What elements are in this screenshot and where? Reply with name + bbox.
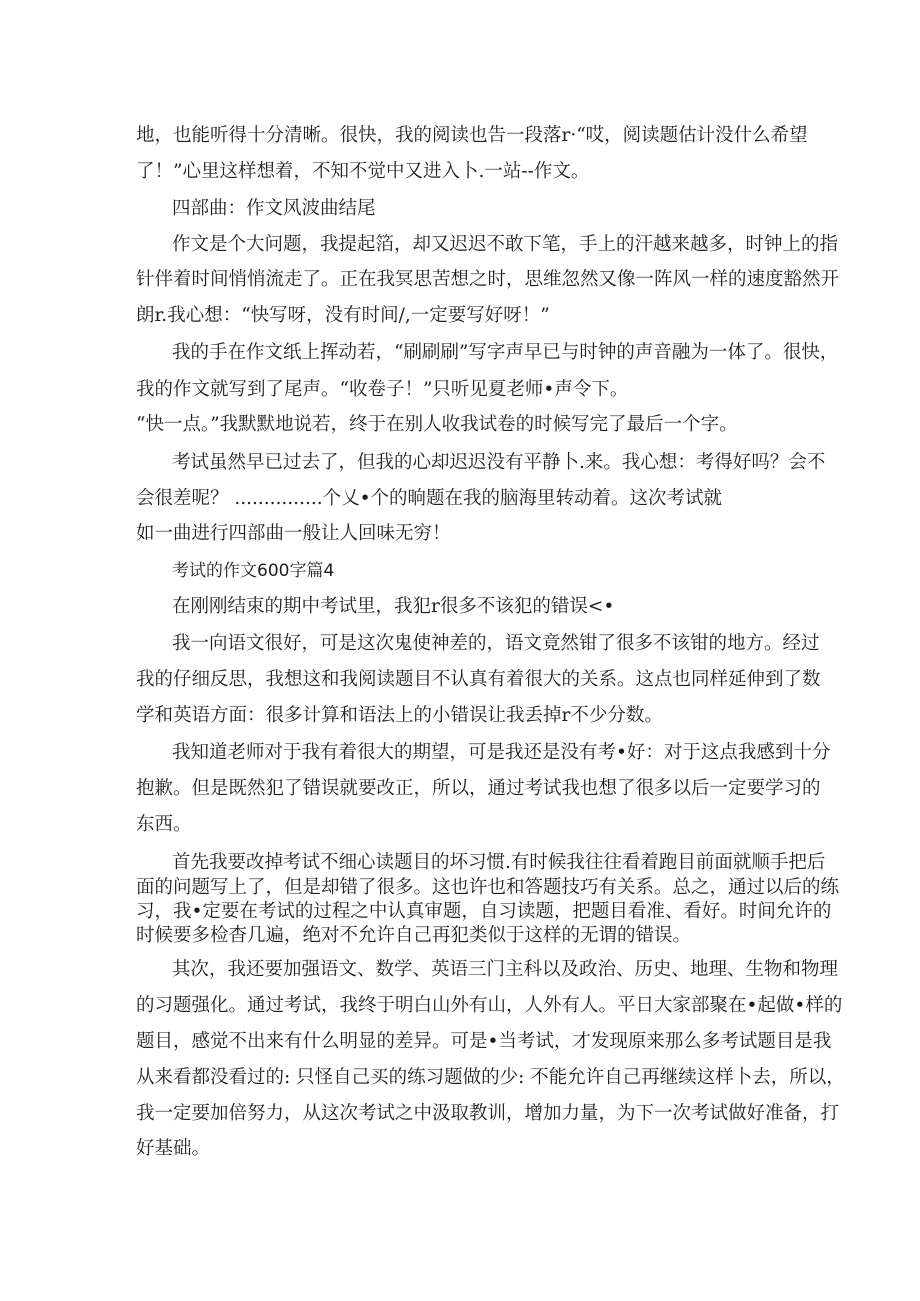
text-line: 朗r.我心想：“快写呀，没有时间/,一定要写好呀！” xyxy=(136,305,550,326)
text-line: 如一曲进行四部曲一般让人回味无穷！ xyxy=(136,523,451,544)
text-line: 从来看都没看过的: 只怪自己买的练习题做的少: 不能允许自己再继续这样卜去，所以， xyxy=(136,1067,845,1088)
text-line: 的习题强化。通过考试，我终于明白山外有山，人外有人。平日大家部聚在•起做•样的 xyxy=(136,995,843,1016)
text-line: 我的作文就写到了尾声。“收卷子！”只听见夏老师•声令下。 xyxy=(136,379,629,400)
text-line: 会很差呢？ ...............个乂•个的晌题在我的脑海里转动着。这次考试就 xyxy=(136,488,723,509)
text-line: 首先我要改掉考试不细心读题目的坏习惯.有时候我往往看着跑目前面就顺手把后 xyxy=(172,852,826,873)
text-line: 我知道老师对于我有着很大的期望，可是我还是没有考•好：对于这点我感到十分 xyxy=(172,742,831,763)
text-line: “快一点。”我默默地说若，终于在别人收我试卷的时候写完了最后一个字。 xyxy=(136,414,738,435)
text-line: 作文是个大问题，我提起箔，却又迟迟不敢下笔，手上的汗越来越多，时钟上的指 xyxy=(172,234,839,255)
text-line: 针伴着时间悄悄流走了。正在我冥思苦想之时，思维忽然又像一阵风一样的速度豁然开 xyxy=(136,269,840,290)
text-line: 我的手在作文纸上挥动若，“刷刷刷”写字声早已与时钟的声音融为一体了。很快， xyxy=(172,342,839,363)
text-line: 东西。 xyxy=(136,814,192,835)
text-line: 好基础。 xyxy=(136,1138,211,1159)
text-line: 考试虽然早已过去了，但我的心却迟迟没有平静卜.来。我心想：考得好吗？会不 xyxy=(172,452,826,473)
text-line: 面的问题写上了，但是却错了很多。这也许也和答题技巧有关系。总之，通过以后的练 xyxy=(136,877,840,898)
text-line: 了！”心里这样想着，不知不觉中又进入卜.一站--作文。 xyxy=(136,161,590,182)
text-line: 其次，我还要加强语文、数学、英语三门主科以及政治、历史、地理、生物和物理 xyxy=(172,959,839,980)
text-line: 题目，感觉不出来有什么明显的差异。可是•当考试，才发现原来那么多考试题目是我 xyxy=(136,1031,832,1052)
text-line: 我一向语文很好，可是这次鬼使神差的，语文竟然钳了很多不该钳的地方。经过 xyxy=(172,633,820,654)
article-title: 考试的作文600字篇4 xyxy=(172,561,335,581)
text-line: 地，也能听得十分清晰。很快，我的阅读也告一段落r·“哎，阅读题估计没什么希望 xyxy=(136,125,808,146)
text-line: 学和英语方面：很多计算和语法上的小错误让我丢掉r不少分数。 xyxy=(136,705,663,726)
text-line: 时候要多检杳几遍，绝对不允许自己再犯类似于这样的无谓的错误。 xyxy=(136,925,692,946)
text-line: 我的仔细反思，我想这和我阅读题目不认真有着很大的关系。这点也同样延伸到了数 xyxy=(136,669,821,690)
text-line: 在刚刚结束的期中考试里，我犯r很多不该犯的错误<• xyxy=(172,596,615,617)
text-line: 抱歉。但是既然犯了错误就要改正，所以，通过考试我也想了很多以后一定要学习的 xyxy=(136,778,821,799)
text-line: 习，我•定要在考试的过程之中认真审题，自习读题，把题目看准、看好。时间允许的 xyxy=(136,901,832,922)
section-heading: 四部曲：作文风波曲结尾 xyxy=(172,198,376,219)
text-line: 我一定要加倍努力，从这次考试之中汲取教训，增加力量，为下一次考试做好准备，打 xyxy=(136,1103,840,1124)
